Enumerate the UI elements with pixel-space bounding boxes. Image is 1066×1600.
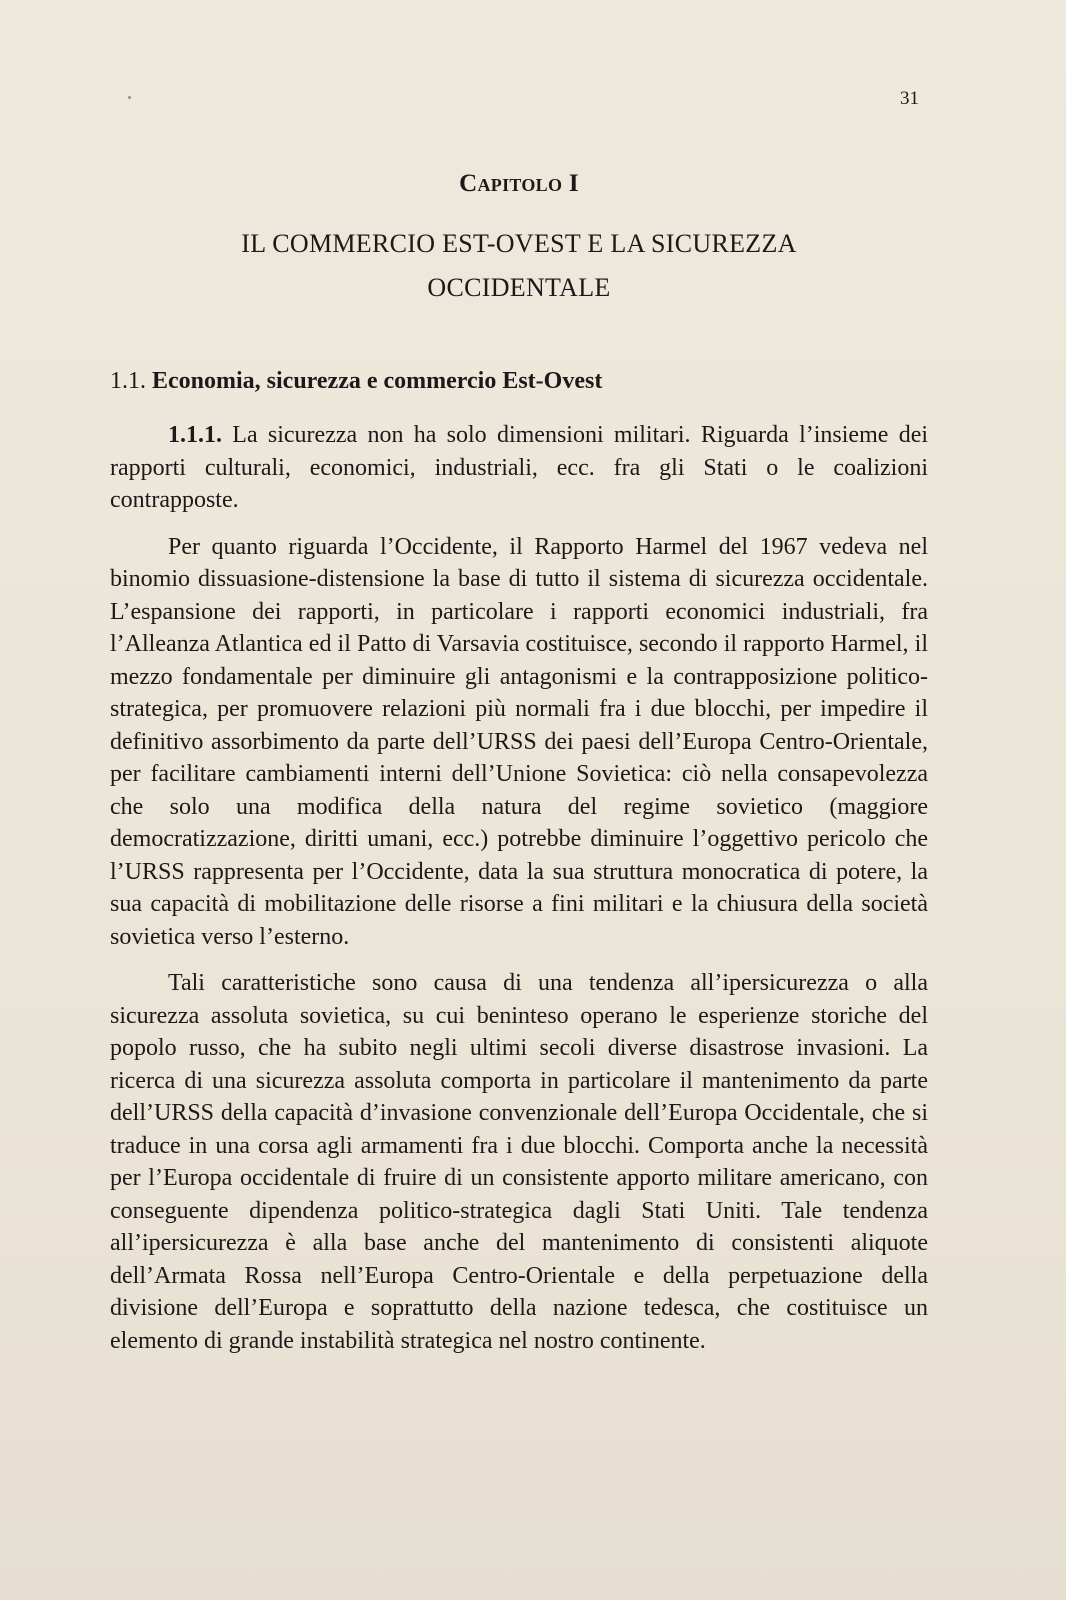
paragraph-2: Per quanto riguarda l’Occidente, il Rapporto Harmel del 1967 vedeva nel binomio dissuasione-distensione la base di tutto il sistema di sicurezza occidentale. L’espansione dei rapporti, in particolare i rapporti economici industriali, fra l’Alleanza Atlantica ed il Patto di Varsavia costituisce, secondo il rapporto Harmel, il mezzo fondamentale per diminuire gli antagonismi e la contrapposizione politico-strategica, per promuovere relazioni più normali fra i due blocchi, per impedire il definitivo assorbimento da parte dell’URSS dei paesi dell’Europa Centro-Orientale, per facilitare cambiamenti interni dell’Unione Sovietica: ciò nella consapevolezza che solo una modifica della natura del regime sovietico (maggiore democratizzazione, diritti umani, ecc.) potrebbe diminuire l’oggettivo pericolo che l’URSS rappresenta per l’Occidente, data la sua struttura monocratica di potere, la sua capacità di mobilitazione delle risorse a fini militari e la chiusura della società sovietica verso l’esterno. <box>110 533 928 950</box>
page-content <box>110 170 928 1357</box>
section-heading <box>110 368 928 395</box>
section-number: 1.1. <box>110 368 146 394</box>
page-number: 31 <box>900 88 919 109</box>
chapter-title-line-2: OCCIDENTALE <box>427 273 611 302</box>
chapter-title <box>110 222 928 310</box>
chapter-title-line-1: IL COMMERCIO EST-OVEST E LA SICUREZZA <box>241 229 797 258</box>
paragraph-1 <box>110 419 928 517</box>
page-speck <box>128 96 131 99</box>
paragraph-1-text: La sicurezza non ha solo dimensioni militari. Riguarda l’insieme dei rapporti culturali, economici, industriali, ecc. fra gli Stati o le coalizioni contrapposte. <box>110 422 929 513</box>
paragraph-3: Tali caratteristiche sono causa di una tendenza all’ipersicurezza o alla sicurezza assoluta sovietica, su cui beninteso operano le esperienze storiche del popolo russo, che ha subito negli ultimi secoli diverse disastrose invasioni. La ricerca di una sicurezza assoluta comporta in particolare il mantenimento da parte dell’URSS della capacità d’invasione convenzionale dell’Europa Occidentale, che si traduce in una corsa agli armamenti fra i due blocchi. Comporta anche la necessità per l’Europa occidentale di fruire di un consistente apporto militare americano, con conseguente dipendenza politico-strategica dagli Stati Uniti. Tale tendenza all’ipersicurezza è alla base anche del mantenimento di consistenti aliquote dell’Armata Rossa nell’Europa Centro-Orientale e della perpetuazione della divisione dell’Europa e soprattutto della nazione tedesca, che costituisce un elemento di grande instabilità strategica nel nostro continente. <box>110 970 928 1354</box>
paragraph-number: 1.1.1. <box>168 422 222 448</box>
chapter-label: Capitolo I <box>459 170 579 197</box>
section-title: Economia, sicurezza e commercio Est-Ovest <box>152 368 603 394</box>
